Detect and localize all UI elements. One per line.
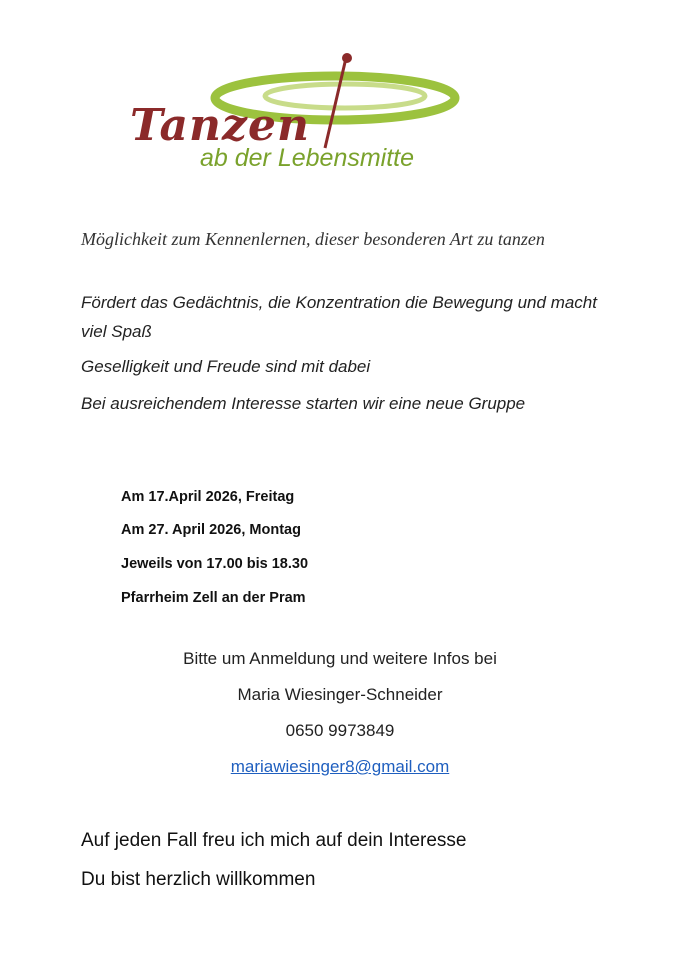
event-date-1: Am 17.April 2026, Freitag: [121, 489, 295, 505]
closing-line-2: Du bist herzlich willkommen: [81, 869, 316, 890]
intro-paragraph-2: Fördert das Gedächtnis, die Konzentration die Bewegung und macht viel Spaß: [81, 293, 597, 341]
closing-line-1: Auf jeden Fall freu ich mich auf dein Interesse: [81, 830, 467, 851]
event-date-2: Am 27. April 2026, Montag: [121, 522, 301, 538]
intro-paragraph-4: Bei ausreichendem Interesse starten wir eine neue Gruppe: [81, 394, 526, 413]
event-time: Jeweils von 17.00 bis 18.30: [121, 556, 309, 572]
contact-name: Maria Wiesinger-Schneider: [237, 685, 443, 704]
contact-email-link[interactable]: mariawiesinger8@gmail.com: [230, 757, 450, 776]
contact-email-line: [0, 757, 676, 777]
contact-phone: 0650 9973849: [285, 721, 395, 740]
event-location: Pfarrheim Zell an der Pram: [121, 590, 306, 606]
intro-paragraph-3: Geselligkeit und Freude sind mit dabei: [81, 357, 371, 376]
contact-intro: Bitte um Anmeldung und weitere Infos bei: [183, 649, 497, 668]
logo: [120, 48, 520, 178]
intro-paragraph-1: Möglichkeit zum Kennenlernen, dieser besonderen Art zu tanzen: [81, 229, 545, 249]
logo-subtitle: ab der Lebensmitte: [200, 144, 415, 172]
logo-title: Tanzen: [130, 100, 311, 151]
